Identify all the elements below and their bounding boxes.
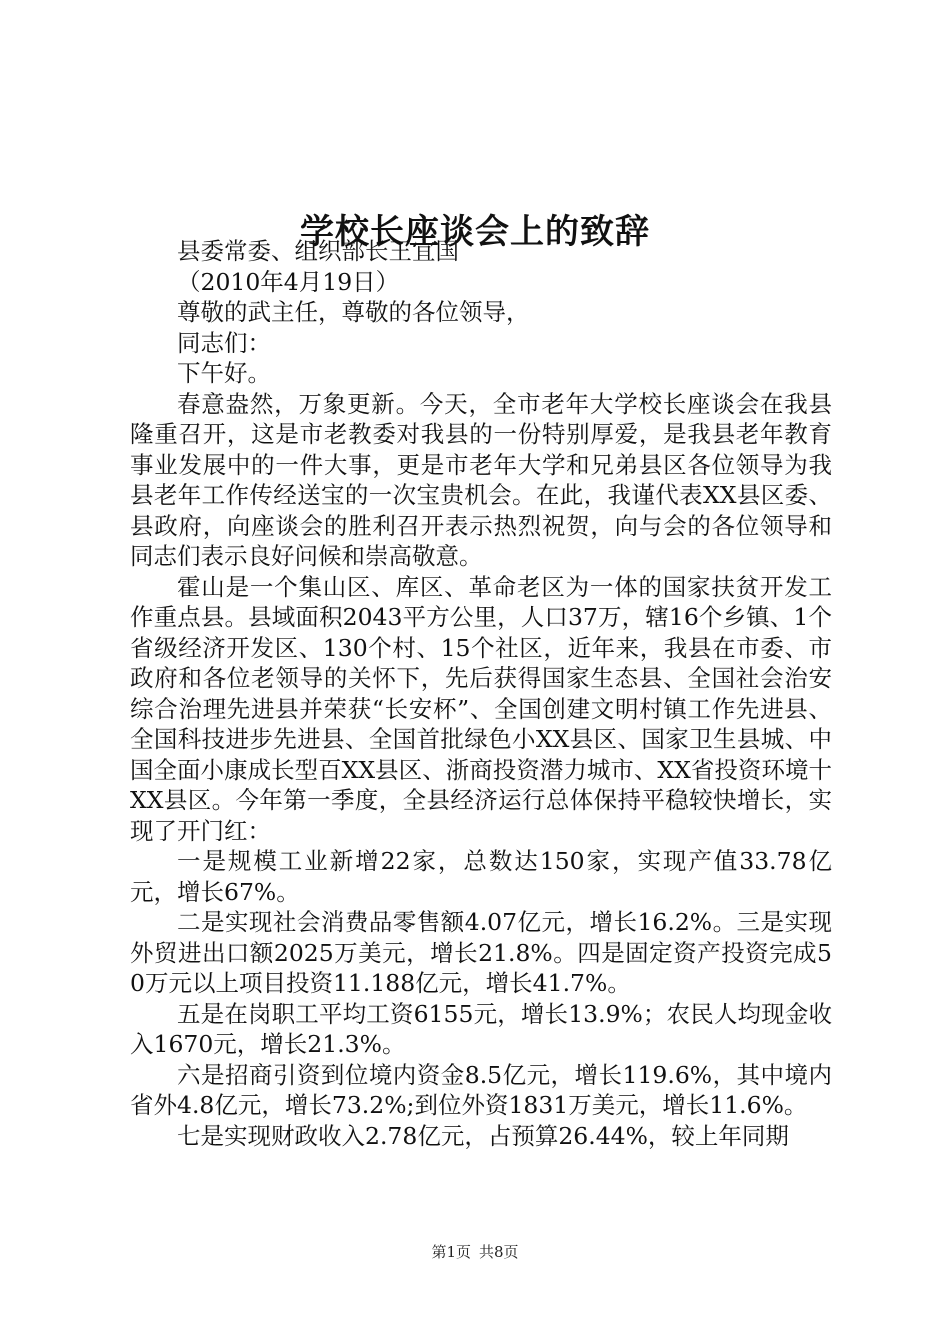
salutation-line: 同志们： xyxy=(177,328,271,357)
page-number: 第1页 xyxy=(431,1243,471,1261)
page-count: 共8页 xyxy=(479,1243,519,1261)
page-footer xyxy=(0,1242,950,1262)
document-body xyxy=(130,236,832,1151)
body-paragraph: 一是规模工业新增22家，总数达150家，实现产值33.78亿元，增长67%。 xyxy=(130,847,832,906)
body-paragraph: 六是招商引资到位境内资金8.5亿元，增长119.6%，其中境内省外4.8亿元，增长73.2%;到位外资1831万美元，增长11.6%。 xyxy=(130,1060,832,1119)
body-paragraph: 霍山是一个集山区、库区、革命老区为一体的国家扶贫开发工作重点县。县域面积2043平方公里，人口37万，辖16个乡镇、1个省级经济开发区、130个村、15个社区，近年来，我县在市委、市政府和各位老领导的关怀下，先后获得国家生态县、全国社会治安综合治理先进县并荣获“长安杯”、全国创建文明村镇工作先进县、全国科技进步先进县、全国首批绿色小XX县区、国家卫生县城、中国全面小康成长型百XX县区、浙商投资潜力城市、XX省投资环境十XX县区。今年第一季度，全县经济运行总体保持平稳较快增长，实现了开门红： xyxy=(130,572,832,845)
greeting-line: 下午好。 xyxy=(177,359,271,387)
body-paragraph: 二是实现社会消费品零售额4.07亿元，增长16.2%。三是实现外贸进出口额2025万美元，增长21.8%。四是固定资产投资完成50万元以上项目投资11.188亿元，增长41.7%。 xyxy=(130,908,832,997)
date-line: （2010年4月19日） xyxy=(177,267,400,296)
body-paragraph: 春意盎然，万象更新。今天，全市老年大学校长座谈会在我县隆重召开，这是市老教委对我县的一份特别厚爱，是我县老年教育事业发展中的一件大事，更是市老年大学和兄弟县区各位领导为我县老年工作传经送宝的一次宝贵机会。在此，我谨代表XX县区委、县政府，向座谈会的胜利召开表示热烈祝贺，向与会的各位领导和同志们表示良好问候和崇高敬意。 xyxy=(130,389,832,570)
author-line: 县委常委、组织部长王宜国 xyxy=(177,237,459,265)
page-title: 学校长座谈会上的致辞 xyxy=(300,211,650,252)
body-paragraph: 七是实现财政收入2.78亿元，占预算26.44%，较上年同期 xyxy=(177,1121,789,1150)
body-paragraph: 五是在岗职工平均工资6155元，增长13.9%；农民人均现金收入1670元，增长21.3%。 xyxy=(130,999,832,1058)
salutation-line: 尊敬的武主任，尊敬的各位领导， xyxy=(177,298,530,326)
